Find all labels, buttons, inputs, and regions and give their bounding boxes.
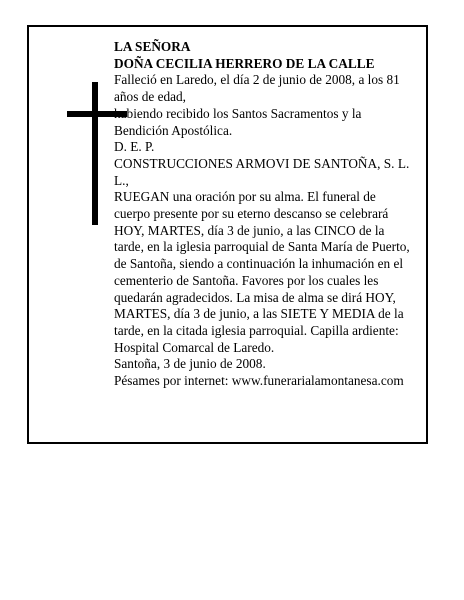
place-date-line: Santoña, 3 de junio de 2008. xyxy=(114,356,266,372)
company-line: CONSTRUCCIONES ARMOVI DE SANTOÑA, S. L. L., xyxy=(114,155,410,188)
title: LA SEÑORA xyxy=(114,39,191,54)
deceased-name: DOÑA CECILIA HERRERO DE LA CALLE xyxy=(114,55,375,71)
cross-icon-vertical-bar xyxy=(92,82,98,225)
obituary-text xyxy=(114,39,414,390)
request-paragraph: RUEGAN una oración por su alma. El funeral de cuerpo presente por su eterno descanso se celebrará HOY, MARTES, día 3 de junio, a las CINCO de la tarde, en la iglesia parroquial de Santa María de Puerto, de Santoña, siendo a continuación la inhumación en el cementerio de Santoña. Favores por los cuales les quedarán agradecidos. La misa de alma se dirá HOY, MARTES, día 3 de junio, a las SIETE Y MEDIA de la tarde, en la citada iglesia parroquial. Capilla ardiente: Hospital Comarcal de Laredo. xyxy=(114,189,410,355)
death-line: Falleció en Laredo, el día 2 de junio de 2008, a los 81 años de edad, xyxy=(114,72,400,105)
sacraments-line: habiendo recibido los Santos Sacramentos y la Bendición Apostólica. xyxy=(114,105,362,138)
dep-line: D. E. P. xyxy=(114,139,155,155)
condolences-line: Pésames por internet: www.funerarialamontanesa.com xyxy=(114,373,404,389)
